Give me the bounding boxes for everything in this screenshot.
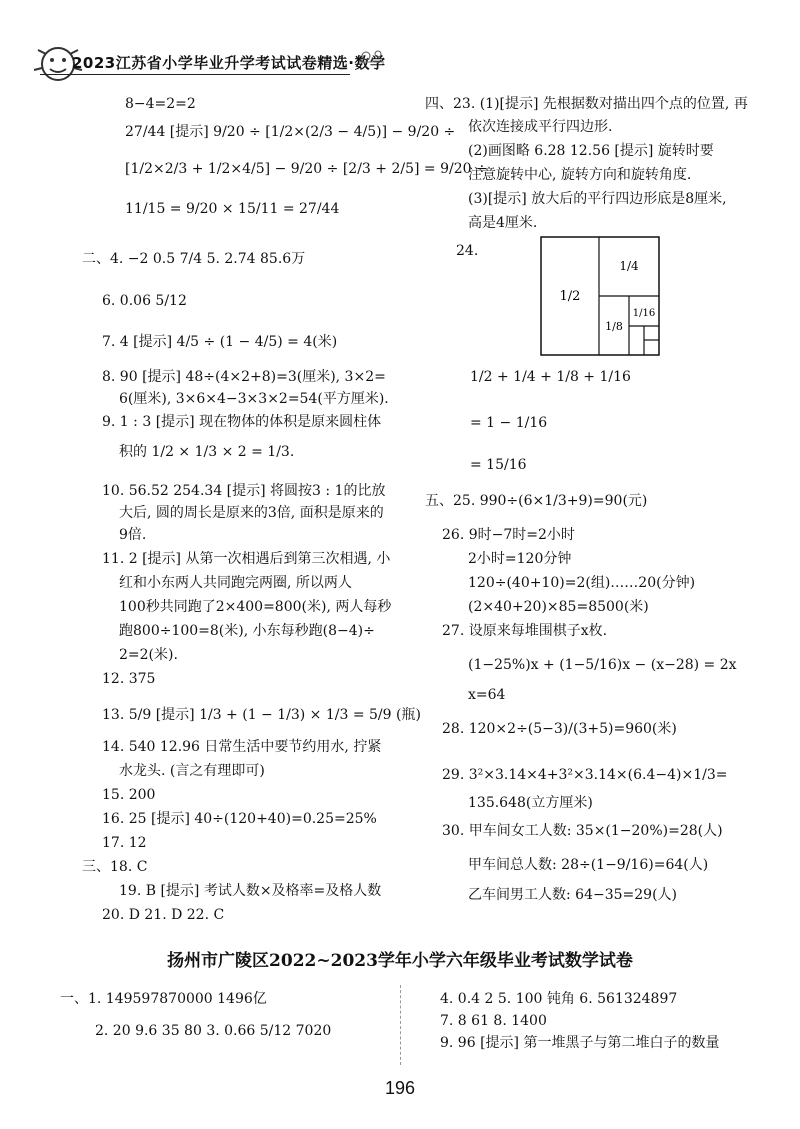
header-title: 2023江苏省小学毕业升学考试试卷精选·数学 bbox=[72, 54, 386, 72]
answer-line: 10. 56.52 254.34 [提示] 将圆按3 : 1的比放 bbox=[102, 483, 386, 499]
answer-line: 乙车间男工人数: 64−35=29(人) bbox=[468, 887, 677, 903]
answer-line: 8. 90 [提示] 48÷(4×2+8)=3(厘米), 3×2= bbox=[102, 369, 386, 385]
answer-line: 大后, 圆的周长是原来的3倍, 面积是原来的 bbox=[119, 505, 384, 521]
answer-line: (1−25%)x + (1−5/16)x − (x−28) = 2x bbox=[468, 657, 737, 673]
answer-line: 26. 9时−7时=2小时 bbox=[442, 527, 575, 543]
section-line: 2. 20 9.6 35 80 3. 0.66 5/12 7020 bbox=[95, 1023, 332, 1039]
label-quarter: 1/4 bbox=[619, 259, 639, 273]
section-line: 7. 8 61 8. 1400 bbox=[440, 1013, 547, 1029]
answer-line: 1/2 + 1/4 + 1/8 + 1/16 bbox=[470, 369, 631, 385]
answer-line: 30. 甲车间女工人数: 35×(1−20%)=28(人) bbox=[442, 823, 723, 839]
answer-line: 17. 12 bbox=[102, 835, 147, 851]
label-half: 1/2 bbox=[559, 289, 581, 304]
answer-line: 积的 1/2 × 1/3 × 2 = 1/3. bbox=[119, 444, 295, 460]
answer-line: 二、4. −2 0.5 7/4 5. 2.74 85.6万 bbox=[82, 251, 306, 267]
fraction-square-diagram bbox=[540, 236, 660, 356]
section-line: 一、1. 149597870000 1496亿 bbox=[60, 991, 267, 1007]
answer-line: 三、18. C bbox=[82, 859, 148, 875]
answer-line: 四、23. (1)[提示] 先根据数对描出四个点的位置, 再 bbox=[425, 96, 748, 112]
answer-line: 12. 375 bbox=[102, 671, 156, 687]
answer-line: 依次连接成平行四边形. bbox=[468, 119, 613, 135]
answer-line: 红和小东两人共同跑完两圈, 所以两人 bbox=[119, 575, 352, 591]
answer-line: 6. 0.06 5/12 bbox=[102, 293, 187, 309]
answer-line: 20. D 21. D 22. C bbox=[102, 907, 225, 923]
answer-line: 11/15 = 9/20 × 15/11 = 27/44 bbox=[125, 201, 340, 217]
answer-line: 7. 4 [提示] 4/5 ÷ (1 − 4/5) = 4(米) bbox=[102, 334, 338, 350]
section-line: 4. 0.4 2 5. 100 钝角 6. 561324897 bbox=[440, 991, 678, 1007]
answer-line: 15. 200 bbox=[102, 787, 156, 803]
label-sixteenth: 1/16 bbox=[632, 308, 656, 319]
section-line: 9. 96 [提示] 第一堆黑子与第二堆白子的数量 bbox=[440, 1035, 720, 1051]
answer-line: 27/44 [提示] 9/20 ÷ [1/2×(2/3 − 4/5)] − 9/20 ÷ bbox=[125, 124, 456, 140]
section-title: 扬州市广陵区2022~2023学年小学六年级毕业考试数学试卷 bbox=[167, 951, 633, 971]
answer-line: (2)画图略 6.28 12.56 [提示] 旋转时要 bbox=[468, 143, 714, 159]
page-number: 196 bbox=[384, 1078, 416, 1098]
answer-line: 16. 25 [提示] 40÷(120+40)=0.25=25% bbox=[102, 811, 377, 827]
label-eighth: 1/8 bbox=[605, 320, 623, 333]
answer-line: (2×40+20)×85=8500(米) bbox=[468, 599, 649, 615]
answer-line: 100秒共同跑了2×400=800(米), 两人每秒 bbox=[119, 599, 392, 615]
answer-line: 27. 设原来每堆围棋子x枚. bbox=[442, 623, 608, 639]
decorative-flower-icon bbox=[358, 46, 388, 66]
answer-line: 135.648(立方厘米) bbox=[468, 795, 593, 811]
answer-line: 19. B [提示] 考试人数×及格率=及格人数 bbox=[119, 883, 382, 899]
answer-line: 11. 2 [提示] 从第一次相遇后到第三次相遇, 小 bbox=[102, 551, 391, 567]
answer-line: 6(厘米), 3×6×4−3×3×2=54(平方厘米). bbox=[119, 391, 389, 407]
answer-line: 8−4=2=2 bbox=[125, 96, 196, 112]
answer-line: 28. 120×2÷(5−3)/(3+5)=960(米) bbox=[442, 721, 677, 737]
answer-line: 9倍. bbox=[119, 527, 147, 543]
column-divider bbox=[400, 985, 401, 1065]
answer-line: 24. bbox=[456, 243, 479, 259]
answer-line: 13. 5/9 [提示] 1/3 + (1 − 1/3) × 1/3 = 5/9 (瓶) bbox=[102, 707, 421, 723]
answer-line: (3)[提示] 放大后的平行四边形底是8厘米, bbox=[468, 191, 727, 207]
answer-line: 2=2(米). bbox=[119, 647, 178, 663]
answer-line: 跑800÷100=8(米), 小东每秒跑(8−4)÷ bbox=[119, 623, 375, 639]
header-rule bbox=[40, 74, 350, 75]
answer-line: = 15/16 bbox=[470, 457, 527, 473]
answer-line: 14. 540 12.96 日常生活中要节约用水, 拧紧 bbox=[102, 739, 382, 755]
answer-line: 甲车间总人数: 28÷(1−9/16)=64(人) bbox=[468, 857, 709, 873]
answer-line: 120÷(40+10)=2(组)……20(分钟) bbox=[468, 575, 696, 591]
answer-line: 9. 1 : 3 [提示] 现在物体的体积是原来圆柱体 bbox=[102, 414, 382, 430]
answer-line: 五、25. 990÷(6×1/3+9)=90(元) bbox=[425, 493, 648, 509]
answer-line: x=64 bbox=[468, 687, 506, 703]
answer-line: 水龙头. (言之有理即可) bbox=[119, 763, 265, 779]
answer-line: 2小时=120分钟 bbox=[468, 551, 572, 567]
answer-line: 高是4厘米. bbox=[468, 215, 538, 231]
answer-line: = 1 − 1/16 bbox=[470, 415, 548, 431]
answer-line: 注意旋转中心, 旋转方向和旋转角度. bbox=[468, 167, 692, 183]
answer-line: [1/2×2/3 + 1/2×4/5] − 9/20 ÷ [2/3 + 2/5] = 9/20 ÷ bbox=[125, 161, 488, 177]
answer-line: 29. 3²×3.14×4+3²×3.14×(6.4−4)×1/3= bbox=[442, 767, 728, 783]
